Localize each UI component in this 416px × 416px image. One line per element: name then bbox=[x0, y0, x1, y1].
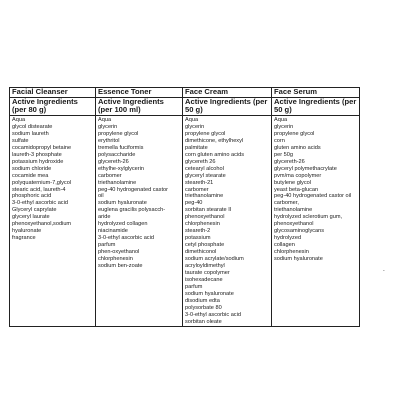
ingredient-item: phenoxyethanol bbox=[185, 214, 225, 221]
ingredient-item: erythritol bbox=[98, 137, 120, 144]
ingredients-table bbox=[9, 87, 360, 327]
ingredient-item: oil bbox=[98, 193, 104, 200]
ingredient-item: isohexadecane bbox=[185, 276, 223, 283]
ingredient-item: phenoxyethanol,sodium bbox=[12, 221, 72, 228]
ingredient-item: niacinamide bbox=[98, 228, 128, 235]
ingredient-item: palmitate bbox=[185, 144, 208, 151]
ingredient-item: sodium laureth bbox=[12, 130, 49, 137]
ingredient-item: corn bbox=[274, 137, 285, 144]
ingredient-item: sodium acrylate/sodium bbox=[185, 256, 244, 263]
subheader-facial-cleanser: Active Ingredients (per 80 g) bbox=[10, 98, 96, 116]
ingredient-item: peg-40 bbox=[185, 200, 203, 207]
ingredient-item: disodium edta bbox=[185, 297, 220, 304]
ingredient-item: cocamide mea bbox=[12, 172, 49, 179]
ingredient-item: steareth-21 bbox=[185, 179, 214, 186]
ingredient-item: sorbitan oleate bbox=[185, 318, 222, 325]
header-row bbox=[10, 88, 360, 98]
ingredient-item: glycerin bbox=[274, 123, 294, 130]
ingredient-item: fragrance bbox=[12, 235, 36, 242]
ingredient-item: stearic acid, laureth-4 bbox=[12, 186, 66, 193]
column-header-facial-cleanser: Facial Cleanser bbox=[10, 88, 96, 98]
ingredient-item: peg-40 hydrogenated castor bbox=[98, 186, 168, 193]
ingredient-item: sodium hyaluronate bbox=[185, 290, 234, 297]
ingredient-item: triethanolamine bbox=[98, 179, 137, 186]
ingredient-item: potassium bbox=[185, 235, 211, 242]
ingredient-item: hydrolyzed bbox=[274, 235, 302, 242]
ingredient-item: 3-0-ethyl ascorbic acid bbox=[185, 311, 241, 318]
ingredient-item: yeast beta-glucan bbox=[274, 186, 319, 193]
ingredient-item: chlorphenesin bbox=[98, 256, 133, 263]
column-header-face-serum: Face Serum bbox=[272, 88, 360, 98]
ingredient-item: glycerin bbox=[185, 123, 205, 130]
ingredient-item: aride bbox=[98, 214, 111, 221]
ingredient-item: propylene glycol bbox=[274, 130, 315, 137]
ingredient-item: phenoxyethanol bbox=[274, 221, 314, 228]
ingredient-item: phen-oxyethanol bbox=[98, 249, 140, 256]
ingredients-row bbox=[10, 116, 360, 327]
ingredient-item: parfum bbox=[185, 283, 203, 290]
ingredient-item: triethanolamine bbox=[274, 207, 313, 214]
ingredient-item: Aqua bbox=[12, 117, 26, 123]
ingredient-item: hydrolyzed collagen bbox=[98, 221, 148, 228]
ingredients-list-facial-cleanser bbox=[10, 116, 96, 327]
ingredient-item: polysaccharide bbox=[98, 151, 136, 158]
ingredient-item: steareth-2 bbox=[185, 228, 211, 235]
ingredient-item: chlorphenesin bbox=[274, 249, 309, 256]
ingredient-item: carbomer bbox=[98, 172, 122, 179]
ingredient-item: glycol distearate bbox=[12, 123, 53, 130]
ingredient-item: corn gluten amino acids bbox=[185, 151, 245, 158]
ingredient-item: potassium hydroxide bbox=[12, 158, 64, 165]
ingredient-item: propylene glycol bbox=[185, 130, 226, 137]
ingredient-item: gluten amino acids bbox=[274, 144, 321, 151]
ingredients-list-face-serum bbox=[272, 116, 360, 327]
ingredient-item: acryloyldimethyl bbox=[185, 263, 225, 270]
ingredient-item: peg-40 hydrogenated castor oil bbox=[274, 193, 352, 200]
ingredient-item: carbomer, bbox=[274, 200, 299, 207]
ingredient-item: glyceryl polymethacrylate bbox=[274, 165, 337, 172]
ingredient-item: glycereth 26 bbox=[185, 158, 216, 165]
ingredients-table-container bbox=[9, 87, 359, 327]
ingredient-item: hyaluronate bbox=[12, 228, 42, 235]
ingredient-item: dimethicone, ethylhexyl bbox=[185, 137, 244, 144]
ingredient-item: polyquaternium-7,glycol bbox=[12, 179, 72, 186]
ingredient-item: carbomer bbox=[185, 186, 209, 193]
ingredient-item: phosphoric acid bbox=[12, 193, 52, 200]
ingredient-item: laureth-3 phosphate bbox=[12, 151, 62, 158]
ingredient-item: Aqua bbox=[185, 117, 199, 123]
ingredient-item: sulfate bbox=[12, 137, 29, 144]
ingredient-item: butylene glycol bbox=[274, 179, 312, 186]
ingredient-item: sodium chloride bbox=[12, 165, 52, 172]
ingredient-item: cocamidopropyl betaine bbox=[12, 144, 72, 151]
ingredient-item: sorbitan stearate II bbox=[185, 207, 232, 214]
ingredient-item: Aqua bbox=[98, 117, 112, 123]
ingredient-item: triethanolamine bbox=[185, 193, 224, 200]
ingredient-item: ethylhe-xylglycerin bbox=[98, 165, 145, 172]
ingredients-list-face-cream bbox=[183, 116, 272, 327]
column-header-face-cream: Face Cream bbox=[183, 88, 272, 98]
ingredient-item: taurate copolymer bbox=[185, 269, 230, 276]
ingredient-item: glyceryl stearate bbox=[185, 172, 226, 179]
ingredient-item: Aqua bbox=[274, 117, 288, 123]
column-header-essence-toner: Essence Toner bbox=[96, 88, 183, 98]
ingredient-item: glycosaminoglycans bbox=[274, 228, 325, 235]
ingredient-item: dimethiconol bbox=[185, 249, 217, 256]
ingredient-item: cetyl phosphate bbox=[185, 242, 225, 249]
ingredient-item: polysorbate 80 bbox=[185, 304, 222, 311]
subheader-row bbox=[10, 98, 360, 116]
ingredient-item: glyceryl laurate bbox=[12, 214, 50, 221]
ingredient-item: glycerin bbox=[98, 123, 118, 130]
ingredient-item: Glyceryl caprylate bbox=[12, 207, 57, 214]
side-marker: - bbox=[383, 268, 385, 274]
ingredient-item: sodium hyaluronate bbox=[274, 256, 323, 263]
ingredient-item: per 50g bbox=[274, 151, 293, 158]
ingredient-item: cetearyl alcohol bbox=[185, 165, 224, 172]
ingredient-item: collagen bbox=[274, 242, 295, 249]
ingredient-item: propylene glycol bbox=[98, 130, 139, 137]
ingredient-item: pvm/ma copolymer bbox=[274, 172, 322, 179]
subheader-face-cream: Active Ingredients (per 50 g) bbox=[183, 98, 272, 116]
ingredient-item: glycereth-26 bbox=[274, 158, 305, 165]
ingredient-item: tremella fuciformis bbox=[98, 144, 144, 151]
ingredient-item: 3-0-ethyl ascorbic acid bbox=[12, 200, 68, 207]
ingredient-item: sodium hyaluronate bbox=[98, 200, 147, 207]
subheader-essence-toner: Active Ingredients (per 100 ml) bbox=[96, 98, 183, 116]
ingredient-item: 3-0-ethyl ascorbic acid bbox=[98, 235, 154, 242]
subheader-face-serum: Active Ingredients (per 50 g) bbox=[272, 98, 360, 116]
ingredient-item: parfum bbox=[98, 242, 116, 249]
ingredient-item: glycereth-26 bbox=[98, 158, 129, 165]
ingredients-list-essence-toner bbox=[96, 116, 183, 327]
ingredient-item: hydrolyzed sclerotium gum, bbox=[274, 214, 343, 221]
ingredient-item: euglena gracilis polysacch- bbox=[98, 207, 166, 214]
ingredient-item: chlorphenesin bbox=[185, 221, 220, 228]
ingredient-item: sodium ben-zoate bbox=[98, 263, 143, 270]
